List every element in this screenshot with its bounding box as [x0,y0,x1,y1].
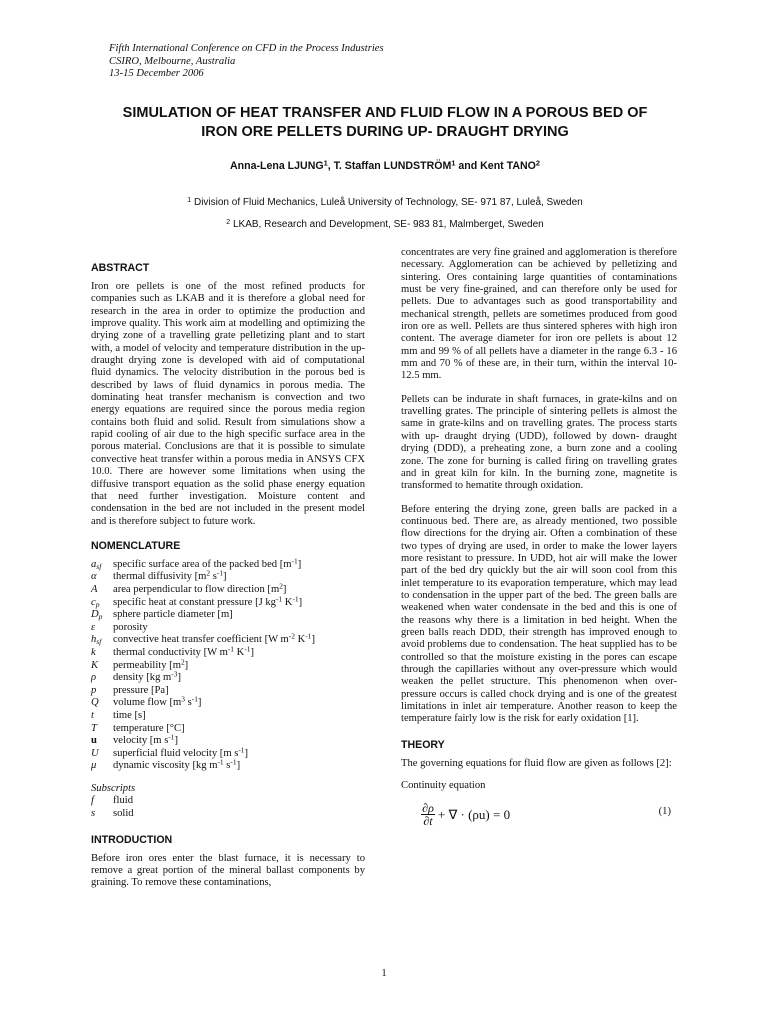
conference-location: CSIRO, Melbourne, Australia [109,55,236,67]
subscript-item [91,808,365,821]
nomenclature-item [91,657,365,673]
nomenclature-description: superficial fluid velocity [m $s^{-1}$] [113,745,249,759]
nomenclature-symbol: U [91,747,99,759]
subscripts-label: Subscripts [91,782,136,794]
nomenclature-description: thermal diffusivity [$m^2$ $s^{-1}$] [113,569,227,583]
nomenclature-description: thermal conductivity [W $m^{-1}$ $K^{-1}$] [113,644,255,659]
equation-number: (1) [658,806,671,818]
nomenclature-description: specific surface area of the packed bed $[m^{-1}]$ [113,556,302,570]
subscripts-list [91,795,365,820]
author-2: , T. Staffan LUNDSTRÖM [327,160,452,172]
title-line-2: IRON ORE PELLETS DURING UP- DRAUGHT DRYING [201,124,569,140]
affiliation-1-text: Division of Fluid Mechanics, Luleå University of Technology, SE- 971 87, Luleå, Sweden [193,197,583,208]
nomenclature-item [91,609,365,622]
theory-heading: THEORY [401,738,445,751]
nomenclature-description: sphere particle diameter [m] [113,609,233,621]
affiliation-1-mark: 1 [187,196,192,204]
nomenclature-description: convective heat transfer coefficient [W $m^{-2}$ $K^{-1}$] [113,632,315,646]
abstract-text: Iron ore pellets is one of the most refined products for companies such as LKAB and it is therefore a global need for research in the area in order to optimize the production and improve quality. This work aim at modelling and optimizing the drying zone of a travelling grate pelletizing plant and to start with, a model of velocity and temperature distribution in the up-draught drying zone is developed with aid of computational fluid dynamics. The velocity distribution in the porous bed is described by laws of fluid dynamics in porous media. The dominating heat transfer mechanism is convection and two energy equations are required since the porous media region contains both fluid and solid. Result from simulations show a rapid cooling of air due to the high specific surface area in the porous material. Conclusions are that it is possible to simulate convective heat transfer within a porous media in ANSYS CFX 10.0. There are however some limitations when using the diffusive transport equation as the solid phase energy equation that need further investigation. Moisture content and condensation in the bed are not included in the present model and is therefore subject to future work. [91,281,365,527]
nomenclature-description: permeability $[m^2]$ [113,657,189,671]
nomenclature-symbol: $a_{sf}$ [91,558,102,571]
nomenclature-symbol: α [91,571,97,583]
nomenclature-symbol: ρ [91,672,97,684]
equation-fraction: $\frac{\partial\rho}{\partial t}$ [422,801,434,829]
introduction-text: Before iron ores enter the blast furnace, it is necessary to remove a great portion of the mineral ballast components by graining. To remove these contaminations, [91,852,365,889]
nomenclature-symbol: p [91,684,97,696]
nomenclature-description: density [kg $m^{-3}$] [113,669,181,684]
nomenclature-symbol: $c_p$ [91,596,100,609]
author-3-affil-mark: 2 [535,158,540,168]
nomenclature-symbol: u [91,735,97,747]
subscript-symbol: s [91,807,96,819]
nomenclature-item [91,594,365,610]
affiliation-2 [90,219,680,230]
nomenclature-symbol: Q [91,697,99,709]
left-column [91,261,365,890]
nomenclature-item [91,723,365,736]
nomenclature-symbol: μ [91,760,97,772]
nomenclature-symbol: A [91,584,98,596]
body-paragraph-3: Before entering the drying zone, green balls are packed in a continuous bed. There are, as already mentioned, two possible flow directions for the drying air. Often a combination of these two types of drying are used, in order to make the lower layers more resistant to pressure. In UDD, hot air will make the lower part of the bed dry quickly but the air will soon cool from this inlet temperature to its evaporation temperature, which may lead to condensation in the upper part of the bed. The green balls are weakened when water condensate in the bed and this is one of the reasons why there is a limitation in bed height. When the green balls reach DDD, their strength has improved enough to avoid problems due to condensation. The heat supplied has to be controlled so that the moisture existing in the pores can escape through the capillaries without any over-pressure which would weaken the pellet structure. This phenomenon when over-pressure occurs is called chock drying and is one of the greatest limitations in inlet air temperature. Another reason to keep the temperature fairly low is the risk for early oxidation [1]. [401,503,677,725]
subscript-item [91,795,365,808]
author-3: and Kent TANO [455,160,536,172]
nomenclature-description: dynamic viscosity [kg $m^{-1}$ $s^{-1}$] [113,758,241,772]
affiliation-2-text: LKAB, Research and Development, SE- 983 81, Malmberget, Sweden [232,219,544,230]
affiliation-1 [90,197,680,208]
author-list [90,160,680,172]
nomenclature-symbol: K [91,659,99,671]
nomenclature-item [91,685,365,698]
author-1: Anna-Lena LJUNG [230,160,324,172]
nomenclature-description: area perpendicular to flow direction $[m^2]$ [113,581,287,596]
nomenclature-item [91,669,365,685]
nomenclature-description: volume flow [$m^3$ $s^{-1}$] [113,695,202,709]
nomenclature-symbol: $D_p$ [91,609,103,622]
conference-name: Fifth International Conference on CFD in the Process Industries [109,43,384,54]
title-line-1: SIMULATION OF HEAT TRANSFER AND FLUID FLOW IN A POROUS BED OF [122,105,648,121]
nomenclature-heading: NOMENCLATURE [91,539,181,552]
body-paragraph-1: concentrates are very fine grained and agglomeration is therefore necessary. Agglomeration can be achieved by pelletizing and sintering. Ores containing large quantities of contaminations must be very fine-grained, and can therefore only be used for pellets. Due to advantages such as good transportability and mechanical strength, pellets are sometimes produced from good iron ore as well. Pellets are thus sintered spheres with high iron content. The average diameter for iron ore pellets is about 12 mm and 99 % of all pellets have a diameter in the range 6.3 - 16 mm and 70 % of these are, in their turn, within the interval 10-12.5 mm. [401,247,677,382]
nomenclature-item [91,556,365,572]
affiliation-2-mark: 2 [226,218,231,226]
nomenclature-description: time [s] [113,710,146,721]
nomenclature-symbol: T [91,722,97,734]
nomenclature-item [91,745,365,761]
conference-dates: 13-15 December 2006 [109,68,204,79]
subscript-description: solid [113,807,134,819]
subscript-symbol: f [91,795,94,807]
right-column [401,247,677,828]
nomenclature-item [91,571,365,584]
equation-rest: + ∇ · (ρu) = 0 [438,806,511,822]
page-number: 1 [381,968,387,979]
introduction-heading: INTRODUCTION [91,833,173,846]
nomenclature-item [91,697,365,710]
nomenclature-symbol: ε [91,621,96,633]
equation-label: Continuity equation [401,780,486,792]
nomenclature-symbol: t [91,710,94,721]
nomenclature-description: pressure [Pa] [113,684,169,696]
nomenclature-symbol: $h_{sf}$ [91,634,102,647]
body-paragraph-2: Pellets can be indurate in shaft furnaces, in grate-kilns and on travelling grates. The principle of sintering pellets is almost the same in grate-kilns and on travelling grates. The process starts with up- draught drying (UDD), followed by down- draught drying (DDD), a preheating zone, a burn zone and a cooling zone. The zone for burning is called firing on travelling grates and in great kiln for kiln. In the burning zone, magnetite is transformed to hematite through oxidation. [401,393,677,492]
author-1-affil-mark: 1 [323,158,328,168]
nomenclature-list [91,556,365,773]
equation-denominator: t [429,814,433,829]
paper-title [90,104,680,142]
abstract-heading: ABSTRACT [91,262,150,274]
nomenclature-description: porosity [113,621,148,633]
nomenclature-item [91,732,365,748]
nomenclature-description: temperature [°C] [113,722,185,734]
nomenclature-item [91,581,365,597]
nomenclature-symbol: k [91,647,96,659]
author-2-affil-mark: 1 [451,158,456,168]
subscript-description: fluid [113,795,134,807]
nomenclature-item [91,710,365,723]
continuity-equation [401,798,677,828]
nomenclature-item [91,622,365,635]
nomenclature-item [91,644,365,660]
equation-numerator: ρ [428,801,434,816]
conference-header [109,43,384,81]
nomenclature-description: velocity [m $s^{-1}$] [113,732,179,747]
nomenclature-description: specific heat at constant pressure [J $kg^{-1}$ $K^{-1}$] [113,594,303,608]
nomenclature-item [91,760,365,773]
theory-text: The governing equations for fluid flow are given as follows [2]: [401,757,672,769]
